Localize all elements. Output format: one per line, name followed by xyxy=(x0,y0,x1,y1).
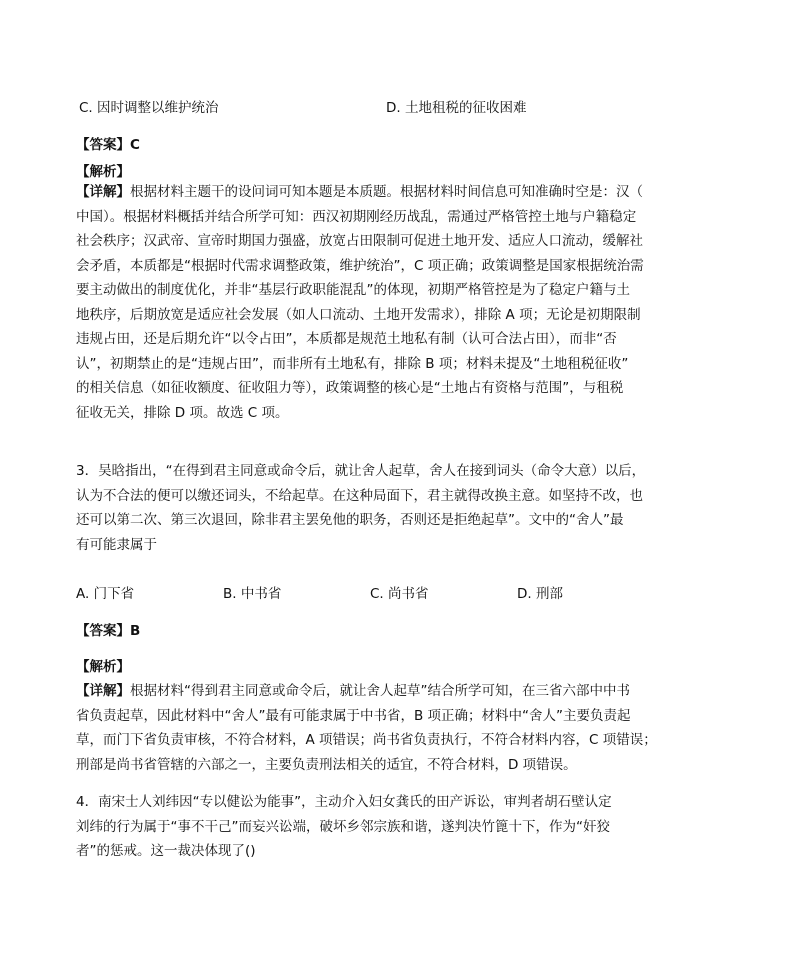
detail-line: 社会秩序；汉武帝、宣帝时期国力强盛，放宽占田限制可促进土地开发、适应人口流动，缓解社 xyxy=(76,233,643,249)
stem-line: 有可能隶属于 xyxy=(76,536,157,553)
question-3-stem xyxy=(76,459,676,557)
q2-detail xyxy=(76,180,676,425)
option-c: C. 因时调整以维护统治 xyxy=(79,100,219,116)
q3-analysis-label: 【解析】 xyxy=(76,659,130,675)
answer-label: 【答案】 xyxy=(76,137,130,153)
question-4-stem xyxy=(76,790,676,864)
detail-line: 省负责起草，因此材料中“舍人”最有可能隶属于中书省，B 项正确；材料中“舍人”主要负责起 xyxy=(76,707,631,724)
detail-line: 认”，初期禁止的是“违规占田”，而非所有土地私有，排除 B 项；材料未提及“土地租税征收” xyxy=(76,355,629,372)
q3-answer xyxy=(76,619,140,639)
option-d: D. 刑部 xyxy=(517,586,563,602)
detail-line: 【详解】根据材料“得到君主同意或命令后，就让舍人起草”结合所学可知，在三省六部中中书 xyxy=(76,683,630,699)
q2-analysis-label: 【解析】 xyxy=(76,164,130,180)
detail-line: 草，而门下省负责审核，不符合材料，A 项错误；尚书省负责执行，不符合材料内容，C 项错误； xyxy=(76,732,657,748)
detail-line: 中国）。根据材料概括并结合所学可知：西汉初期刚经历战乱，需通过严格管控土地与户籍稳定 xyxy=(76,208,637,225)
option-c: C. 尚书省 xyxy=(370,586,429,602)
answer-value: B xyxy=(130,623,141,639)
stem-line: 认为不合法的便可以缴还词头，不给起草。在这种局面下，君主就得改换主意。如坚持不改，也 xyxy=(76,487,643,504)
detail-line: 【详解】根据材料主题干的设问词可知本题是本质题。根据材料时间信息可知准确时空是：汉（ xyxy=(76,184,643,200)
answer-label: 【答案】 xyxy=(76,623,130,639)
detail-line: 征收无关，排除 D 项。故选 C 项。 xyxy=(76,404,289,421)
option-b: B. 中书省 xyxy=(223,586,282,602)
detail-line: 刑部是尚书省管辖的六部之一，主要负责刑法相关的适宜，不符合材料，D 项错误。 xyxy=(76,756,577,773)
stem-line: 还可以第二次、第三次退回，除非君主罢免他的职务，否则还是拒绝起草”。文中的“舍人”最 xyxy=(76,512,624,528)
stem-line: 4．南宋士人刘纬因“专以健讼为能事”，主动介入妇女龚氏的田产诉讼，审判者胡石壁认定 xyxy=(76,794,612,810)
stem-line: 刘纬的行为属于“事不干己”而妄兴讼端，破坏乡邻宗族和谐，遂判决竹篦十下，作为“奸狡 xyxy=(76,818,610,835)
detail-line: 要主动做出的制度优化，并非“基层行政职能混乱”的体现，初期严格管控是为了稳定户籍与土 xyxy=(76,282,630,298)
stem-line: 3．吴晗指出，“在得到君主同意或命令后，就让舍人起草，舍人在接到词头（命令大意）以后， xyxy=(76,463,646,479)
answer-value: C xyxy=(130,137,140,153)
detail-line: 会矛盾，本质都是“根据时代需求调整政策，维护统治”，C 项正确；政策调整是国家根据统治需 xyxy=(76,257,644,274)
stem-line: 者”的惩戒。这一裁决体现了() xyxy=(76,843,256,859)
option-a: A. 门下省 xyxy=(76,586,135,602)
q3-detail xyxy=(76,679,676,777)
detail-line: 地秩序，后期放宽是适应社会发展（如人口流动、土地开发需求），排除 A 项；无论是初期限制 xyxy=(76,306,641,323)
option-d: D. 土地租税的征收困难 xyxy=(386,100,527,116)
detail-line: 的相关信息（如征收额度、征收阻力等），政策调整的核心是“土地占有资格与范围”，与租税 xyxy=(76,380,624,396)
q2-answer xyxy=(76,133,140,153)
detail-line: 违规占田，还是后期允许“以令占田”，本质都是规范土地私有制（认可合法占田），而非“否 xyxy=(76,331,617,347)
